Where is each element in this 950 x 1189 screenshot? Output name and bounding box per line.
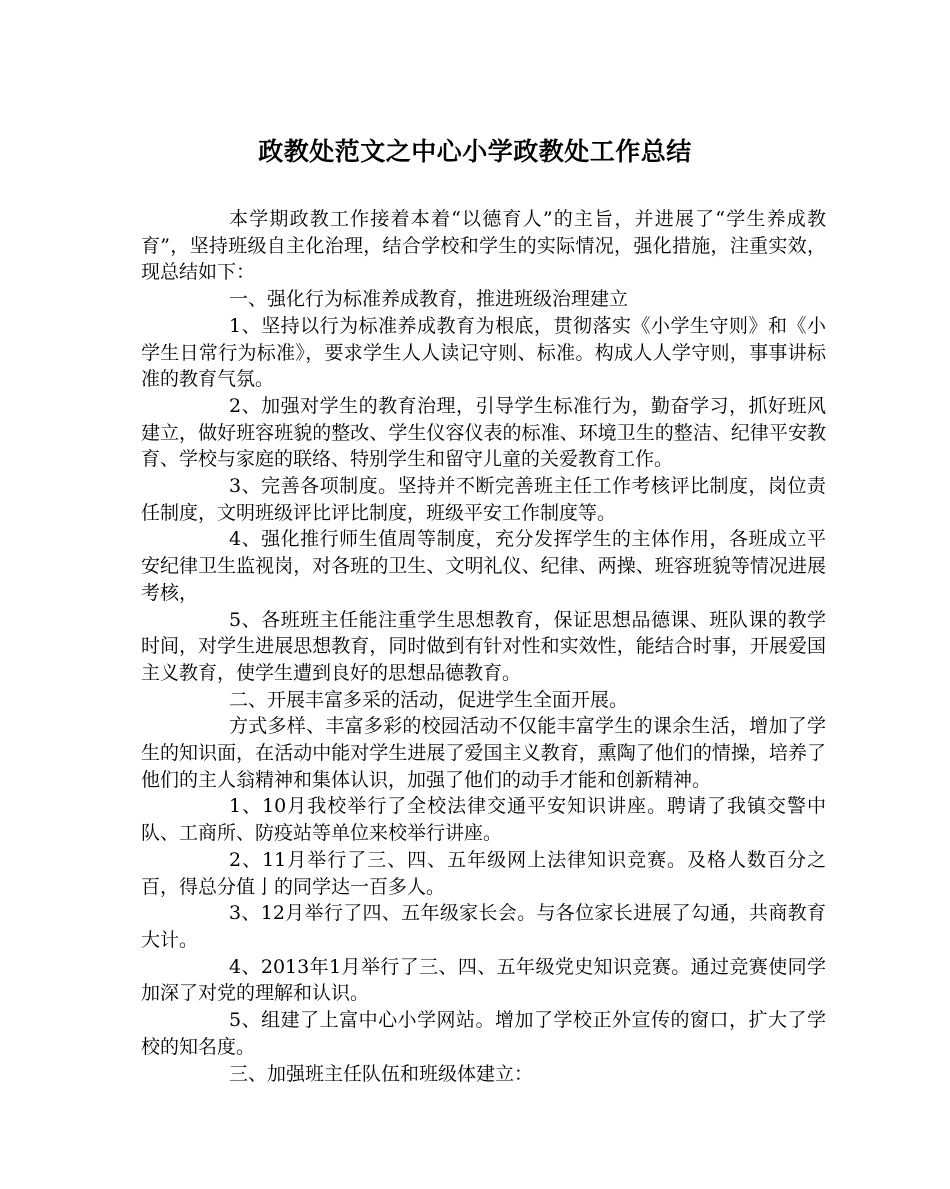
document-body	[141, 206, 826, 1087]
paragraph: 2、11月举行了三、四、五年级网上法律知识竞赛。及格人数百分之百，得总分值亅的同学达一百多人。	[141, 848, 826, 898]
paragraph: 1、坚持以行为标准养成教育为根底，贯彻落实《小学生守则》和《小学生日常行为标准》，要求学生人人读记守则、标准。构成人人学守则，事事讲标准的教育气氛。	[141, 314, 826, 391]
paragraph: 1、10月我校举行了全校法律交通平安知识讲座。聘请了我镇交警中队、工商所、防疫站等单位来校举行讲座。	[141, 795, 826, 845]
section-heading-1: 一、强化行为标准养成教育，推进班级治理建立	[229, 288, 629, 311]
document-title: 政教处范文之中心小学政教处工作总结	[258, 137, 692, 166]
paragraph: 2、加强对学生的教育治理，引导学生标准行为，勤奋学习，抓好班风建立，做好班容班貌的整改、学生仪容仪表的标准、环境卫生的整洁、纪律平安教育、学校与家庭的联络、特别学生和留守儿童的关爱教育工作。	[141, 394, 826, 471]
paragraph: 4、2013年1月举行了三、四、五年级党史知识竞赛。通过竞赛使同学加深了对党的理解和认识。	[141, 955, 826, 1005]
paragraph: 3、完善各项制度。坚持并不断完善班主任工作考核评比制度，岗位责任制度，文明班级评比评比制度，班级平安工作制度等。	[141, 475, 826, 524]
paragraph: 3、12月举行了四、五年级家长会。与各位家长进展了勾通，共商教育大计。	[141, 902, 826, 951]
paragraph: 5、各班班主任能注重学生思想教育，保证思想品德课、班队课的教学时间，对学生进展思想教育，同时做到有针对性和实效性，能结合时事，开展爱国主义教育，使学生遭到良好的思想品德教育。	[141, 608, 826, 684]
section-heading-3: 三、加强班主任队伍和班级体建立：	[229, 1062, 534, 1085]
paragraph: 方式多样、丰富多彩的校园活动不仅能丰富学生的课余生活，增加了学生的知识面，在活动中能对学生进展了爱国主义教育，熏陶了他们的情操，培养了他们的主人翁精神和集体认识，加强了他们的动手才能和创新精神。	[141, 715, 826, 791]
paragraph-intro: 本学期政教工作接着本着“以德育人”的主旨，并进展了“学生养成教育”，坚持班级自主化治理，结合学校和学生的实际情况，强化措施，注重实效，现总结如下：	[141, 208, 826, 284]
paragraph: 5、组建了上富中心小学网站。增加了学校正外宣传的窗口，扩大了学校的知名度。	[141, 1009, 826, 1058]
paragraph: 4、强化推行师生值周等制度，充分发挥学生的主体作用，各班成立平安纪律卫生监视岗，对各班的卫生、文明礼仪、纪律、两操、班容班貌等情况进展考核，	[141, 528, 826, 604]
section-heading-2: 二、开展丰富多采的活动，促进学生全面开展。	[229, 688, 629, 711]
